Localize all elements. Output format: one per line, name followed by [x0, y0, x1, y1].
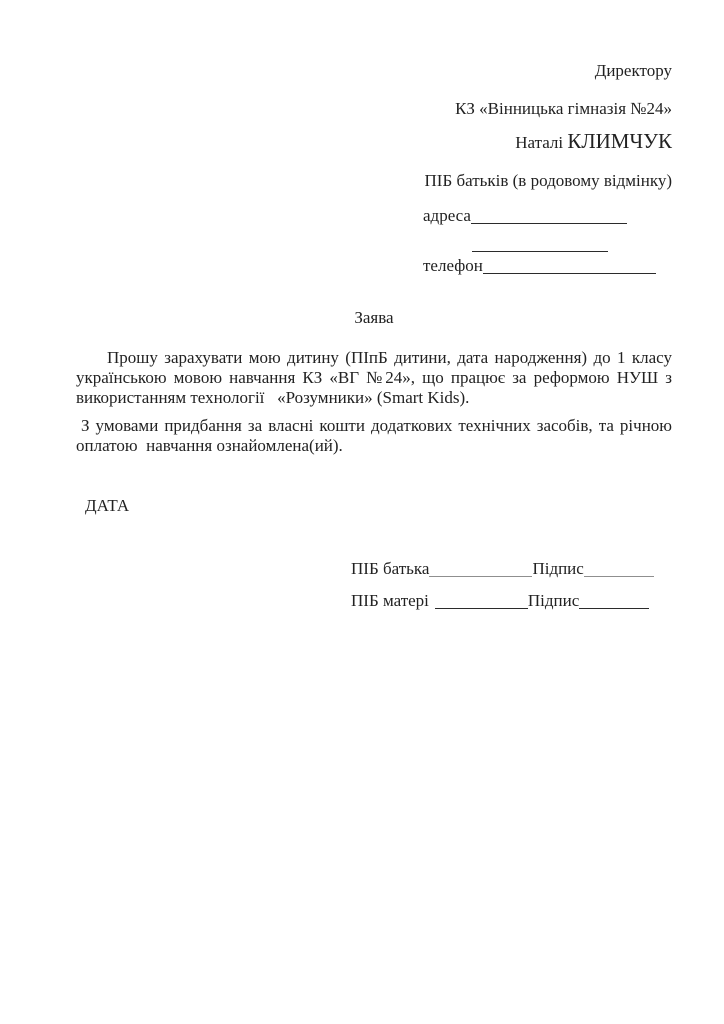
- phone-blank-line[interactable]: [483, 259, 656, 274]
- signature-block: [351, 559, 654, 623]
- date-label: ДАТА: [85, 496, 130, 515]
- director-last-name: КЛИМЧУК: [567, 129, 672, 153]
- mother-name-blank-line[interactable]: [435, 594, 528, 609]
- request-paragraph: [76, 348, 672, 408]
- address-blank-line-2[interactable]: [472, 237, 608, 252]
- address-blank-line[interactable]: [471, 209, 627, 224]
- phone-label: телефон: [423, 256, 483, 275]
- signature-label: Підпис: [527, 591, 580, 610]
- terms-paragraph-line: оплатою навчання ознайомлена(ий).: [76, 436, 343, 455]
- mother-name-label: ПІБ матері: [351, 591, 429, 610]
- recipient-title: Директору: [594, 61, 672, 80]
- request-paragraph-line: використанням технології «Розумники» (Smart Kids).: [76, 388, 470, 407]
- request-paragraph-line: Прошу зарахувати мою дитину (ПІпБ дитини, дата народження) до 1 класу: [107, 348, 672, 367]
- institution-name: КЗ «Вінницька гімназія №24»: [455, 99, 672, 118]
- address-line: [423, 206, 672, 226]
- terms-paragraph: [76, 416, 672, 456]
- father-name-blank-line[interactable]: [429, 562, 532, 577]
- director-name: [423, 131, 672, 153]
- parents-name-hint: ПІБ батьків (в родовому відмінку): [424, 171, 672, 190]
- terms-paragraph-line: З умовами придбання за власні кошти додаткових технічних засобів, та річною: [81, 416, 672, 435]
- address-label: адреса: [423, 206, 471, 225]
- father-name-label: ПІБ батька: [351, 559, 430, 578]
- father-signature-row: [351, 559, 654, 579]
- signature-label: Підпис: [532, 559, 584, 578]
- father-signature-blank-line[interactable]: [584, 562, 654, 577]
- document-title: Заява: [354, 308, 394, 327]
- phone-line: [423, 256, 672, 276]
- director-first-name: Наталі: [515, 133, 564, 152]
- address-line-2: [423, 234, 672, 254]
- mother-signature-blank-line[interactable]: [579, 594, 649, 609]
- mother-signature-row: [351, 591, 654, 611]
- request-paragraph-line: українською мовою навчання КЗ «ВГ №24», що працює за реформою НУШ з: [76, 368, 672, 387]
